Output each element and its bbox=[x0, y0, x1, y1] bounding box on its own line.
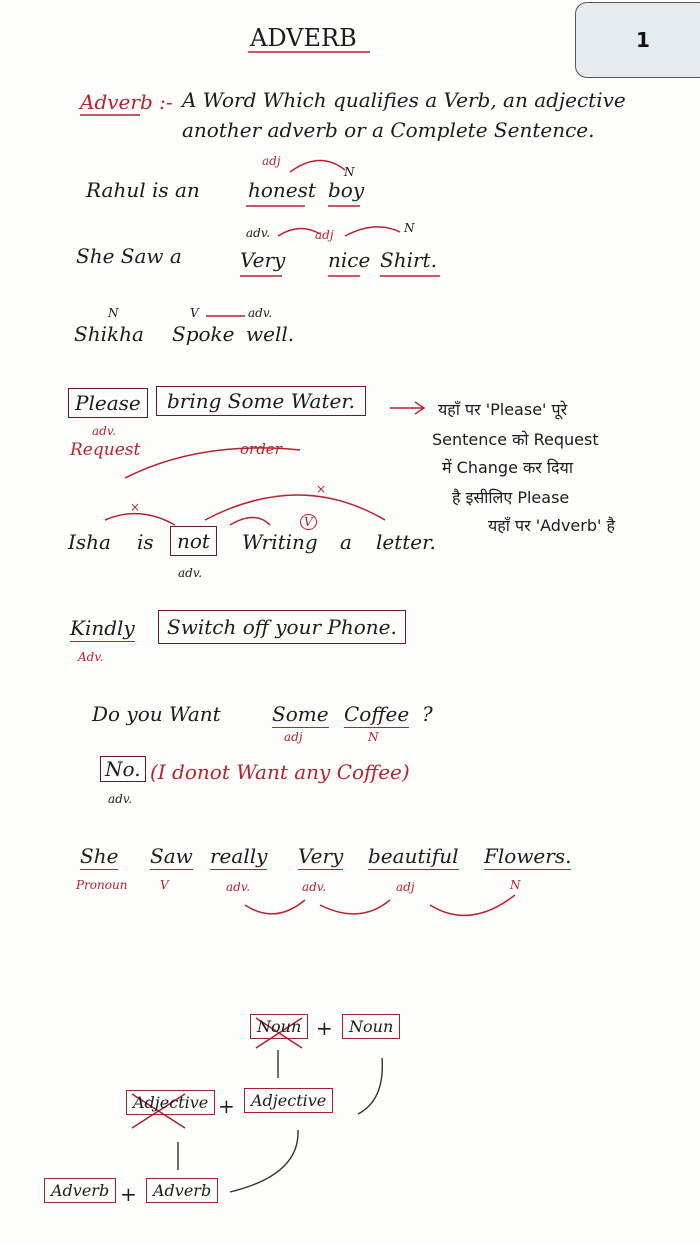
example-5-cross-2: × bbox=[316, 482, 327, 496]
example-2-prefix: She Saw a bbox=[76, 244, 182, 268]
example-2-label-adv: adv. bbox=[246, 226, 271, 240]
example-4-label-request: Request bbox=[70, 440, 141, 460]
example-9-label-noun: N bbox=[510, 878, 521, 892]
example-6-label-adv: Adv. bbox=[78, 650, 104, 664]
example-8-label-adv: adv. bbox=[108, 792, 133, 806]
example-4-sentence-box: bring Some Water. bbox=[156, 386, 366, 416]
example-5-word-letter: letter. bbox=[376, 530, 436, 554]
example-9-label-adj: adj bbox=[396, 880, 415, 894]
example-7-label-noun: N bbox=[368, 730, 379, 744]
example-5-word-writing: Writing bbox=[242, 530, 318, 554]
example-3-word-shikha: Shikha bbox=[74, 322, 144, 346]
example-3-label-adv: adv. bbox=[248, 306, 273, 320]
example-9-word-very: Very bbox=[298, 844, 344, 868]
example-9-word-beautiful: beautiful bbox=[368, 844, 459, 868]
definition-line-2: another adverb or a Complete Sentence. bbox=[182, 118, 595, 142]
diagram-noun-crossed: Noun bbox=[250, 1014, 308, 1039]
example-9-word-saw: Saw bbox=[150, 844, 193, 868]
example-3-label-noun: N bbox=[108, 306, 119, 320]
example-2-label-noun: N bbox=[404, 221, 415, 235]
example-2-word-nice: nice bbox=[328, 248, 371, 272]
example-9-label-pronoun: Pronoun bbox=[76, 878, 128, 892]
example-9-word-she: She bbox=[80, 844, 119, 868]
example-6-word-kindly: Kindly bbox=[70, 616, 135, 640]
example-2-word-shirt: Shirt. bbox=[380, 248, 437, 272]
example-6-sentence-box: Switch off your Phone. bbox=[158, 610, 406, 644]
example-9-word-flowers: Flowers. bbox=[484, 844, 572, 868]
example-8-no-box: No. bbox=[100, 756, 146, 782]
example-7-word-some: Some bbox=[272, 702, 329, 726]
example-5-cross-1: × bbox=[130, 500, 141, 514]
diagram-adjective: Adjective bbox=[244, 1088, 333, 1113]
example-3-word-spoke: Spoke bbox=[172, 322, 235, 346]
example-4-label-order: order bbox=[240, 440, 282, 458]
diagram-plus-1: + bbox=[316, 1016, 333, 1040]
example-9-label-adv-1: adv. bbox=[226, 880, 251, 894]
example-4-please-box: Please bbox=[68, 388, 148, 418]
example-5-word-is: is bbox=[137, 530, 154, 554]
page-title: ADVERB bbox=[250, 24, 357, 52]
diagram-adverb-left: Adverb bbox=[44, 1178, 116, 1203]
example-5-not-box: not bbox=[170, 526, 217, 556]
example-3-label-verb: V bbox=[190, 306, 199, 320]
diagram-adverb-right: Adverb bbox=[146, 1178, 218, 1203]
example-9-word-really: really bbox=[210, 844, 268, 868]
hindi-note-line-4: है इसीलिए Please bbox=[452, 488, 570, 507]
example-1-label-adj: adj bbox=[262, 154, 281, 168]
hindi-note-line-5: यहाँ पर 'Adverb' है bbox=[488, 516, 615, 535]
example-2-label-adj: adj bbox=[315, 228, 334, 242]
hindi-note-line-3: में Change कर दिया bbox=[442, 458, 573, 477]
diagram-plus-2: + bbox=[218, 1094, 235, 1118]
example-7-prefix: Do you Want bbox=[92, 702, 221, 726]
example-2-word-very: Very bbox=[240, 248, 286, 272]
example-1-prefix: Rahul is an bbox=[86, 178, 200, 202]
definition-term: Adverb :- bbox=[80, 90, 173, 114]
definition-line-1: A Word Which qualifies a Verb, an adjective bbox=[182, 88, 626, 112]
example-1-word-boy: boy bbox=[328, 178, 365, 202]
example-5-label-adv: adv. bbox=[178, 566, 203, 580]
example-4-label-adv: adv. bbox=[92, 424, 117, 438]
example-9-label-adv-2: adv. bbox=[302, 880, 327, 894]
example-3-word-well: well. bbox=[246, 322, 295, 346]
example-1-word-honest: honest bbox=[248, 178, 316, 202]
diagram-adjective-crossed: Adjective bbox=[126, 1090, 215, 1115]
example-5-word-isha: Isha bbox=[68, 530, 111, 554]
example-8-explanation: (I donot Want any Coffee) bbox=[150, 760, 410, 784]
example-7-label-adj: adj bbox=[284, 730, 303, 744]
diagram-plus-3: + bbox=[120, 1182, 137, 1206]
page-number-badge: 1 bbox=[575, 2, 700, 78]
example-9-label-verb: V bbox=[160, 878, 169, 892]
example-1-label-noun: N bbox=[344, 165, 355, 179]
example-7-word-coffee: Coffee bbox=[344, 702, 410, 726]
hindi-note-line-2: Sentence को Request bbox=[432, 430, 599, 449]
example-7-question-mark: ? bbox=[422, 702, 433, 726]
example-5-verb-mark: V bbox=[300, 514, 317, 530]
hindi-note-line-1: यहाँ पर 'Please' पूरे bbox=[438, 400, 568, 419]
diagram-noun: Noun bbox=[342, 1014, 400, 1039]
example-5-word-a: a bbox=[340, 530, 352, 554]
